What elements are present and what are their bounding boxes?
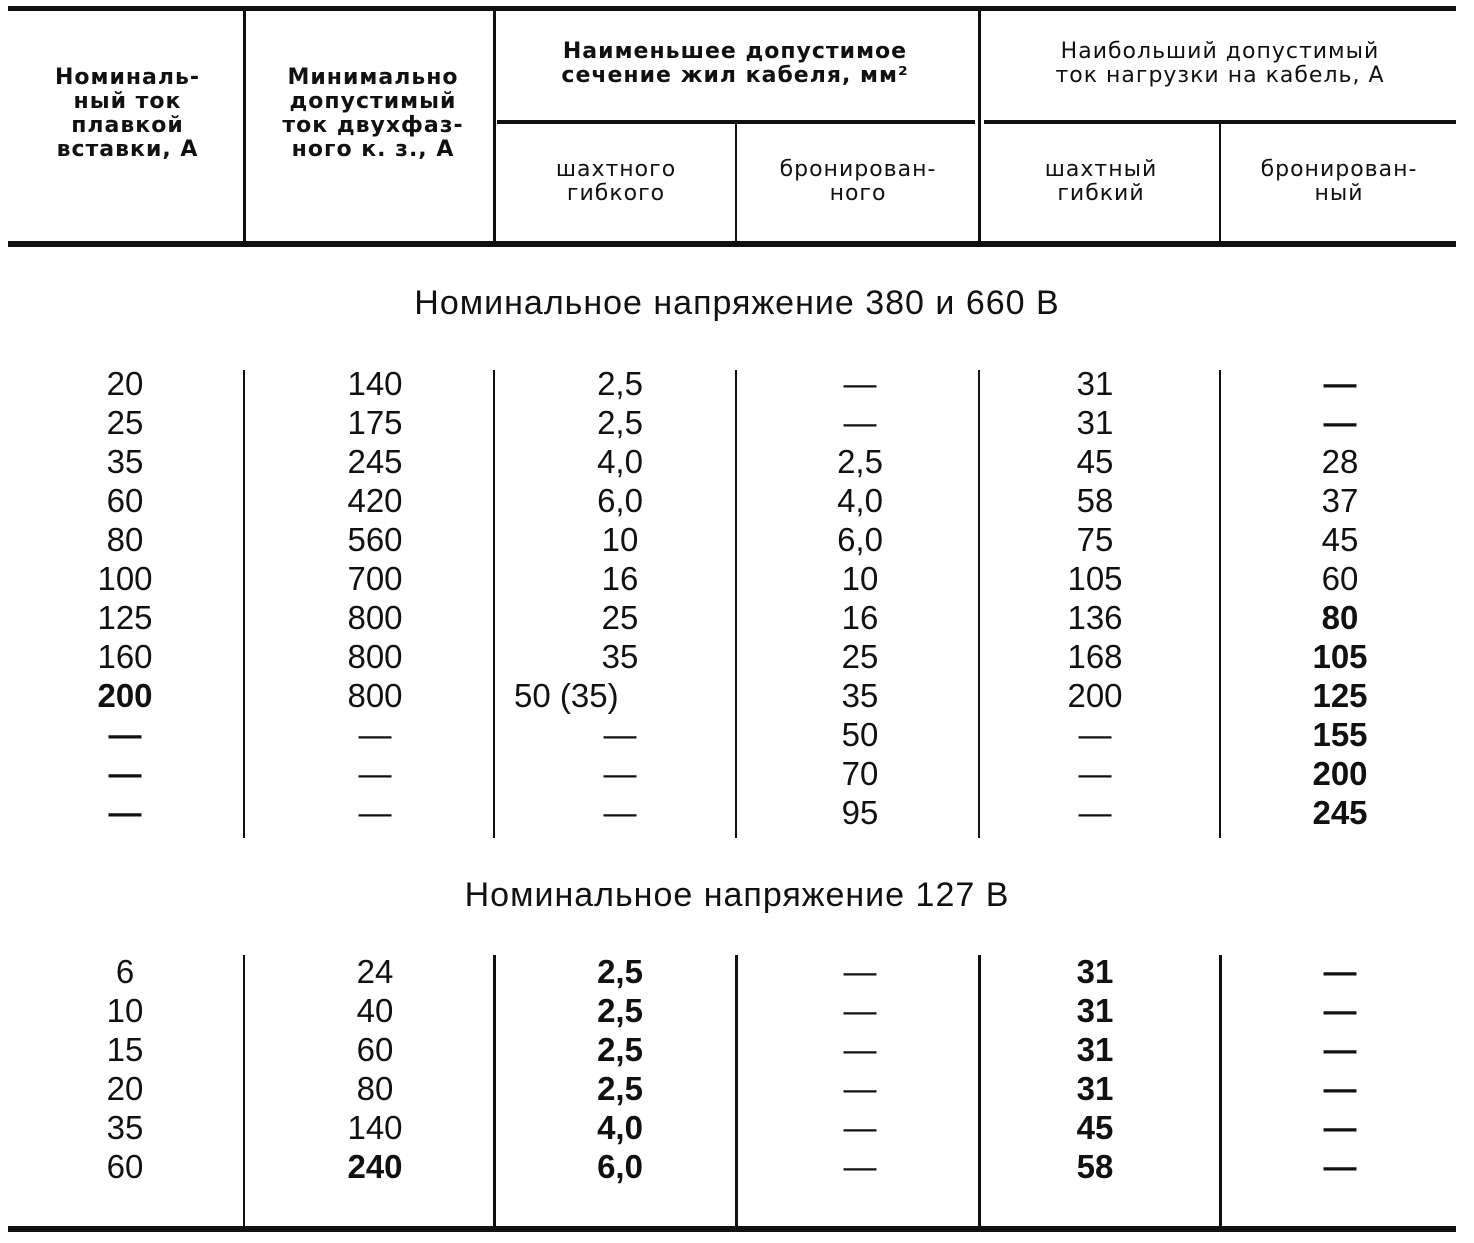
table-cell: 140 — [347, 365, 403, 402]
table-cell: — — [1323, 404, 1357, 441]
header-vline-sub2 — [1219, 123, 1221, 242]
table-cell: 31 — [1076, 404, 1114, 441]
table-cell: — — [358, 716, 392, 753]
table-cell: — — [843, 1109, 877, 1146]
header-vline-2 — [493, 10, 496, 242]
header-nominal-current: Номиналь- ный ток плавкой вставки, А — [54, 65, 201, 162]
s2-col-load-armored — [1275, 952, 1405, 1186]
table-cell: 31 — [1076, 1070, 1114, 1107]
header-max-load-group: Наибольший допустимый ток нагрузки на кабель, А — [1055, 39, 1385, 88]
table-cell: 245 — [347, 443, 403, 480]
table-cell: 6,0 — [597, 1148, 643, 1185]
s1-col-sec-mine — [510, 364, 730, 832]
table-cell: 168 — [1067, 638, 1123, 675]
table-cell: — — [603, 794, 637, 831]
table-cell: 2,5 — [597, 404, 643, 441]
table-cell: 35 — [601, 638, 639, 675]
table-cell: 125 — [97, 599, 153, 636]
table-cell: 2,5 — [597, 992, 643, 1029]
s2-vline-5 — [1219, 955, 1222, 1227]
table-cell: 31 — [1076, 992, 1114, 1029]
table-cell: 800 — [347, 599, 403, 636]
table-cell: — — [1078, 716, 1112, 753]
table-cell: 200 — [97, 677, 153, 714]
table-cell: — — [358, 755, 392, 792]
table-cell: — — [843, 1031, 877, 1068]
table-cell: 10 — [106, 992, 144, 1029]
table-cell: 31 — [1076, 953, 1114, 990]
table-cell: — — [1323, 1148, 1357, 1185]
header-section-mine-flexible: шахтного гибкого — [555, 157, 677, 206]
table-cell: 60 — [106, 482, 144, 519]
table-cell: 10 — [601, 521, 639, 558]
table-cell: 58 — [1076, 482, 1114, 519]
s2-vline-4 — [978, 955, 981, 1227]
table-cell: 6 — [115, 953, 135, 990]
table-cell: 175 — [347, 404, 403, 441]
table-cell: 200 — [1312, 755, 1368, 792]
table-cell: 800 — [347, 677, 403, 714]
table-cell: 31 — [1076, 1031, 1114, 1068]
table-cell: — — [108, 716, 142, 753]
table-cell: 100 — [97, 560, 153, 597]
table-cell: 560 — [347, 521, 403, 558]
table-cell: 6,0 — [597, 482, 643, 519]
table-cell: — — [843, 404, 877, 441]
table-cell: 95 — [841, 794, 879, 831]
table-cell: 80 — [356, 1070, 394, 1107]
table-cell: 58 — [1076, 1148, 1114, 1185]
table-cell: — — [843, 365, 877, 402]
table-cell: 75 — [1076, 521, 1114, 558]
s1-vline-5 — [1219, 370, 1221, 838]
table-cell: 16 — [841, 599, 879, 636]
table-cell: 155 — [1312, 716, 1368, 753]
s2-col-sec-armored — [790, 952, 930, 1186]
table-cell: 125 — [1312, 677, 1368, 714]
table-cell: 240 — [347, 1148, 403, 1185]
section-title-127: Номинальное напряжение 127 В — [464, 876, 1010, 914]
s2-col-sec-mine — [510, 952, 730, 1186]
header-vline-3 — [978, 10, 981, 242]
table-cell: 45 — [1321, 521, 1359, 558]
table-cell: 4,0 — [597, 443, 643, 480]
table-cell: 136 — [1067, 599, 1123, 636]
table-cell: — — [843, 1070, 877, 1107]
table-cell: 80 — [1321, 599, 1359, 636]
table-cell: 2,5 — [597, 953, 643, 990]
table-cell: 45 — [1076, 443, 1114, 480]
s1-vline-3 — [735, 370, 737, 838]
s2-vline-1 — [243, 955, 245, 1227]
table-cell: 45 — [1076, 1109, 1114, 1146]
s1-col-min-sc — [305, 364, 445, 832]
table-cell: — — [108, 794, 142, 831]
header-bottom-rule — [8, 241, 1456, 247]
header-load-mine-flexible: шахтный гибкий — [1044, 157, 1158, 206]
table-cell: 10 — [841, 560, 879, 597]
s2-vline-3 — [735, 955, 738, 1227]
table-cell: 6,0 — [837, 521, 883, 558]
table-cell: 420 — [347, 482, 403, 519]
table-cell: 24 — [356, 953, 394, 990]
table-cell: — — [603, 716, 637, 753]
table-cell: 4,0 — [837, 482, 883, 519]
table-cell: 50 (35) — [514, 677, 619, 714]
table-cell: 15 — [106, 1031, 144, 1068]
table-bottom-rule — [8, 1226, 1456, 1232]
table-cell: 2,5 — [837, 443, 883, 480]
s1-vline-2 — [493, 370, 495, 838]
table-cell: 4,0 — [597, 1109, 643, 1146]
table-cell: — — [843, 1148, 877, 1185]
header-min-short-circuit: Минимально допустимый ток двухфаз- ного к. з., А — [282, 65, 464, 162]
table-cell: — — [1323, 992, 1357, 1029]
table-cell: 70 — [841, 755, 879, 792]
table-cell: 35 — [106, 1109, 144, 1146]
table-cell: — — [1078, 755, 1112, 792]
table-cell: — — [1323, 1070, 1357, 1107]
table-cell: — — [603, 755, 637, 792]
table-cell: 2,5 — [597, 1031, 643, 1068]
s2-col-nominal — [60, 952, 190, 1186]
table-cell: 20 — [106, 1070, 144, 1107]
table-cell: — — [358, 794, 392, 831]
s1-col-nominal — [60, 364, 190, 832]
s2-col-load-mine — [1030, 952, 1160, 1186]
header-min-section-group: Наименьшее допустимое сечение жил кабеля, мм² — [561, 39, 909, 88]
table-cell: 2,5 — [597, 365, 643, 402]
table-cell: 700 — [347, 560, 403, 597]
table-cell: — — [1323, 1031, 1357, 1068]
table-cell: 160 — [97, 638, 153, 675]
s1-col-load-mine — [1030, 364, 1160, 832]
table-cell: — — [108, 755, 142, 792]
table-cell: 245 — [1312, 794, 1368, 831]
table-cell: 16 — [601, 560, 639, 597]
table-cell: — — [1323, 1109, 1357, 1146]
table-top-rule — [8, 6, 1456, 11]
table-cell: 800 — [347, 638, 403, 675]
table-cell: 2,5 — [597, 1070, 643, 1107]
table-cell: — — [1078, 794, 1112, 831]
s2-col-min-sc — [305, 952, 445, 1186]
table-cell: 35 — [841, 677, 879, 714]
header-vline-sub1 — [735, 123, 737, 242]
table-cell: 40 — [356, 992, 394, 1029]
s1-vline-4 — [978, 370, 980, 838]
s1-col-load-armored — [1275, 364, 1405, 832]
table-cell: 140 — [347, 1109, 403, 1146]
table-cell: 200 — [1067, 677, 1123, 714]
table-cell: 105 — [1312, 638, 1368, 675]
table-cell: — — [843, 992, 877, 1029]
table-cell: 105 — [1067, 560, 1123, 597]
s1-vline-1 — [243, 370, 245, 838]
table-cell: — — [1323, 365, 1357, 402]
table-cell: — — [1323, 953, 1357, 990]
table-cell: — — [843, 953, 877, 990]
header-vline-1 — [243, 10, 246, 242]
table-cell: 25 — [841, 638, 879, 675]
table-cell: 35 — [106, 443, 144, 480]
table-cell: 80 — [106, 521, 144, 558]
table-cell: 37 — [1321, 482, 1359, 519]
table-cell: 28 — [1321, 443, 1359, 480]
table-cell: 50 — [841, 716, 879, 753]
table-cell: 31 — [1076, 365, 1114, 402]
table-cell: 60 — [106, 1148, 144, 1185]
s1-col-sec-armored — [790, 364, 930, 832]
table-cell: 60 — [1321, 560, 1359, 597]
table-cell: 20 — [106, 365, 144, 402]
header-section-armored: бронирован- ного — [779, 157, 937, 206]
table-cell: 60 — [356, 1031, 394, 1068]
header-load-armored: бронирован- ный — [1260, 157, 1418, 206]
table-cell: 25 — [601, 599, 639, 636]
s2-vline-2 — [493, 955, 496, 1227]
section-title-380-660: Номинальное напряжение 380 и 660 В — [414, 284, 1060, 322]
table-cell: 25 — [106, 404, 144, 441]
